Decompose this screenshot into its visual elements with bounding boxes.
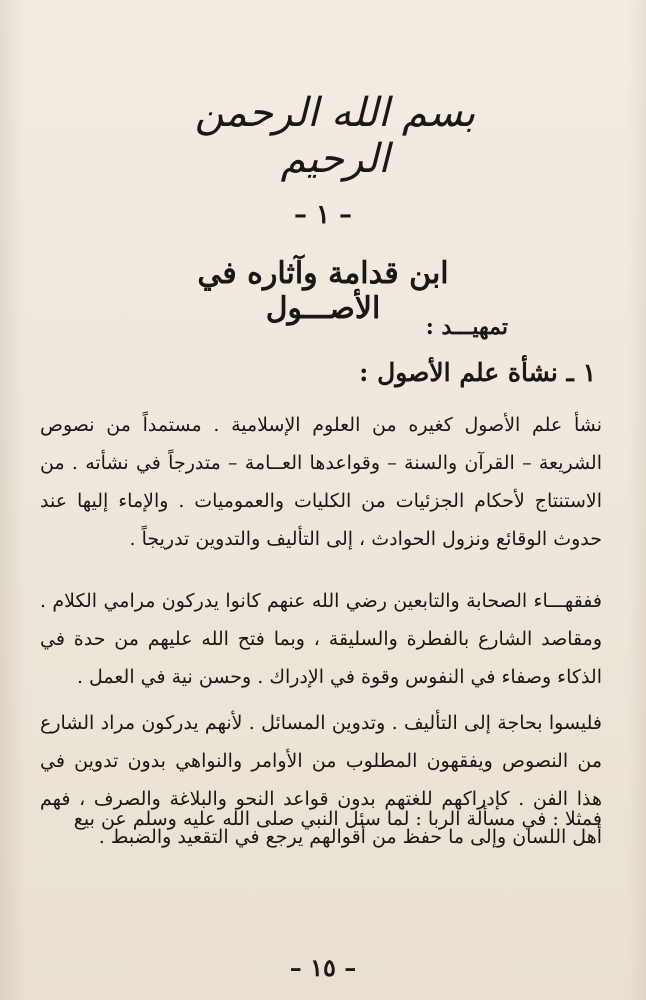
chapter-number: – ١ – (293, 200, 353, 230)
chapter-title: ابن قدامة وآثاره في الأصـــول (197, 256, 449, 326)
paragraph-1: نشأ علم الأصول كغيره من العلوم الإسلامية . مستمداً من نصوص الشريعة – القرآن والسنة – وقواعدها العــامة – متدرجاً في نشأته . من الاستنتاج لأحكام الجزئيات من الكليات والعموميات . والإماء إليها عند حدوث الوقائع ونزول الحوادث ، إلى التأليف والتدوين تدريجاً . (40, 414, 602, 550)
paragraph-3: فليسوا بحاجة إلى التأليف . وتدوين المسائل . لأنهم يدركون مراد الشارع من النصوص ويفقهون المطلوب من الأوامر والنواهي بدون تدوين في هذا الفن . كإدراكهم للغتهم بدون قواعد النحو والبلاغة والصرف ، فهم أهل اللسان وإلى ما حفظ من أقوالهم يرجع في التقعيد والضبط . (40, 712, 602, 848)
basmala-heading: بسم الله الرحمن الرحيم (194, 90, 476, 182)
page-number: – ١٥ – (289, 953, 357, 982)
paragraph-2: ففقهـــاء الصحابة والتابعين رضي الله عنهم كانوا يدركون مرامي الكلام . ومقاصد الشارع بالفطرة والسليقة ، وبما فتح الله عليهم من حدة في الذكاء وصفاء في النفوس وقوة في الإدراك . وحسن نية في العمل . (40, 590, 602, 688)
paragraph-4: فمثلا : في مسألة الربا : لما سئل النبي صلى الله عليه وسلم عن بيع (73, 808, 602, 830)
page-edge-shadow (628, 0, 646, 1000)
subsection-heading: ١ ـ نشأة علم الأصول : (359, 358, 596, 387)
page-gutter-shadow (0, 0, 26, 1000)
section-label: تمهيـــد : (425, 314, 508, 340)
